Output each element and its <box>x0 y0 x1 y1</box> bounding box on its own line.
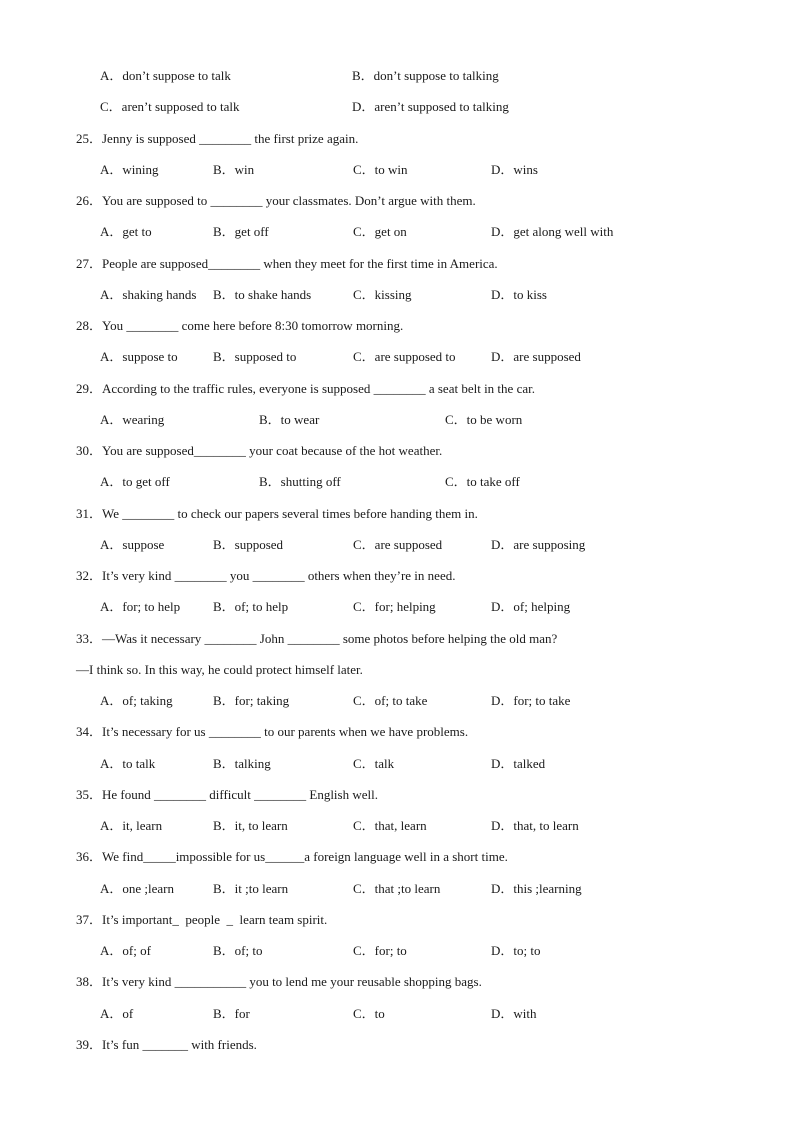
answer-option: B．shutting off <box>259 474 341 489</box>
answer-option: A．wining <box>100 162 159 177</box>
answer-options <box>100 818 740 834</box>
answer-option: C．that ;to learn <box>353 881 441 896</box>
answer-option: B．get off <box>213 224 269 239</box>
answer-option: D．to; to <box>491 943 541 958</box>
answer-options <box>100 756 740 772</box>
answer-option: C．are supposed to <box>353 349 456 364</box>
answer-option: B．it ;to learn <box>213 881 289 896</box>
answer-option: B．supposed <box>213 537 284 552</box>
answer-option: C．talk <box>353 756 395 771</box>
answer-option: C．for; to <box>353 943 407 958</box>
question-text: 39．It’s fun _______ with friends. <box>76 1037 257 1052</box>
question-text: 27．People are supposed________ when they meet for the first time in America. <box>76 256 498 271</box>
answer-option: B．to wear <box>259 412 320 427</box>
question-text: 35．He found ________ difficult ________ English well. <box>76 787 378 802</box>
answer-option: A．suppose to <box>100 349 178 364</box>
answer-options <box>100 99 740 115</box>
answer-option: A．to talk <box>100 756 156 771</box>
answer-option: A．it, learn <box>100 818 163 833</box>
answer-option: A．of <box>100 1006 134 1021</box>
answer-option: A．of; of <box>100 943 151 958</box>
question-text: —I think so. In this way, he could protect himself later. <box>76 662 363 677</box>
answer-options <box>100 881 740 897</box>
answer-option: C．are supposed <box>353 537 443 552</box>
question-text: 31．We ________ to check our papers several times before handing them in. <box>76 506 478 521</box>
answer-option: C．aren’t supposed to talk <box>100 99 240 114</box>
question-text: 34．It’s necessary for us ________ to our parents when we have problems. <box>76 724 469 739</box>
answer-options <box>100 693 740 709</box>
answer-option: D．wins <box>491 162 538 177</box>
answer-option: D．of; helping <box>491 599 571 614</box>
answer-options <box>100 349 740 365</box>
answer-option: A．don’t suppose to talk <box>100 68 231 83</box>
answer-options <box>100 412 740 428</box>
question-text: 28．You ________ come here before 8:30 tomorrow morning. <box>76 318 404 333</box>
answer-option: B．for <box>213 1006 250 1021</box>
answer-option: D．talked <box>491 756 546 771</box>
question-text: 30．You are supposed________ your coat because of the hot weather. <box>76 443 443 458</box>
answer-option: C．for; helping <box>353 599 436 614</box>
answer-options <box>100 224 740 240</box>
answer-option: C．to take off <box>445 474 520 489</box>
answer-option: D．aren’t supposed to talking <box>352 99 509 114</box>
answer-option: B．of; to help <box>213 599 289 614</box>
answer-options <box>100 287 740 303</box>
question-text: 38．It’s very kind ___________ you to lend me your reusable shopping bags. <box>76 974 482 989</box>
answer-option: D．to kiss <box>491 287 547 302</box>
answer-option: B．for; taking <box>213 693 290 708</box>
answer-options <box>100 599 740 615</box>
answer-option: B．don’t suppose to talking <box>352 68 499 83</box>
answer-option: B．to shake hands <box>213 287 312 302</box>
answer-option: D．that, to learn <box>491 818 579 833</box>
answer-option: A．shaking hands <box>100 287 197 302</box>
question-text: 26．You are supposed to ________ your classmates. Don’t argue with them. <box>76 193 476 208</box>
answer-option: C．to win <box>353 162 408 177</box>
answer-option: D．are supposed <box>491 349 581 364</box>
answer-option: B．talking <box>213 756 271 771</box>
answer-option: C．to <box>353 1006 385 1021</box>
answer-option: A．suppose <box>100 537 165 552</box>
answer-option: D．with <box>491 1006 537 1021</box>
answer-option: C．that, learn <box>353 818 427 833</box>
question-text: 25．Jenny is supposed ________ the first prize again. <box>76 131 359 146</box>
answer-options <box>100 943 740 959</box>
answer-options <box>100 1006 740 1022</box>
question-text: 32．It’s very kind ________ you ________ others when they’re in need. <box>76 568 456 583</box>
answer-options <box>100 162 740 178</box>
question-text: 36．We find_____impossible for us______a foreign language well in a short time. <box>76 849 508 864</box>
answer-option: A．wearing <box>100 412 165 427</box>
answer-option: D．are supposing <box>491 537 586 552</box>
answer-option: B．win <box>213 162 255 177</box>
answer-option: A．get to <box>100 224 152 239</box>
answer-option: A．one ;learn <box>100 881 175 896</box>
answer-option: A．to get off <box>100 474 170 489</box>
answer-option: A．for; to help <box>100 599 181 614</box>
answer-option: A．of; taking <box>100 693 173 708</box>
answer-options <box>100 537 740 553</box>
question-text: 29．According to the traffic rules, everyone is supposed ________ a seat belt in the car. <box>76 381 535 396</box>
answer-options <box>100 68 740 84</box>
answer-option: D．this ;learning <box>491 881 582 896</box>
answer-option: D．for; to take <box>491 693 571 708</box>
answer-option: D．get along well with <box>491 224 614 239</box>
answer-option: B．it, to learn <box>213 818 288 833</box>
answer-option: C．to be worn <box>445 412 523 427</box>
answer-option: C．get on <box>353 224 407 239</box>
answer-option: B．of; to <box>213 943 263 958</box>
answer-options <box>100 474 740 490</box>
question-text: 37．It’s important_ people _ learn team spirit. <box>76 912 328 927</box>
question-text: 33．—Was it necessary ________ John ________ some photos before helping the old man? <box>76 631 558 646</box>
answer-option: C．of; to take <box>353 693 428 708</box>
answer-option: B．supposed to <box>213 349 297 364</box>
answer-option: C．kissing <box>353 287 412 302</box>
